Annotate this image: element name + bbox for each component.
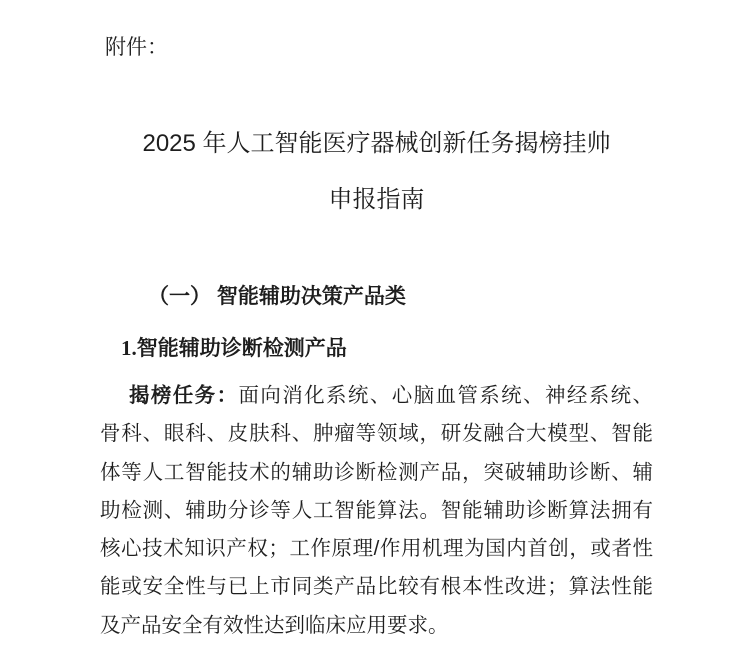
paragraph-line: 核心技术知识产权；工作原理/作用机理为国内首创，或者性 bbox=[100, 537, 653, 561]
subsection-title-text: 智能辅助诊断检测产品 bbox=[136, 337, 347, 360]
paragraph-line-text: 面向消化系统、心脑血管系统、神经系统、 bbox=[238, 384, 653, 407]
paragraph-line bbox=[100, 377, 653, 415]
paragraph-line: 骨科、眼科、皮肤科、肿瘤等领域，研发融合大模型、智能 bbox=[100, 422, 653, 446]
paragraph-line: 能或安全性与已上市同类产品比较有根本性改进；算法性能 bbox=[100, 575, 653, 599]
paragraph-line: 体等人工智能技术的辅助诊断检测产品，突破辅助诊断、辅 bbox=[100, 460, 653, 484]
document-title-line2: 申报指南 bbox=[328, 186, 425, 213]
task-paragraph bbox=[100, 377, 653, 645]
subsection-heading bbox=[121, 335, 347, 362]
document-title-line1: 2025 年人工智能医疗器械创新任务揭榜挂帅 bbox=[142, 130, 611, 157]
subsection-number: 1. bbox=[121, 336, 137, 360]
attachment-label: 附件： bbox=[105, 35, 168, 59]
section-heading: （一） 智能辅助决策产品类 bbox=[148, 285, 406, 308]
paragraph-line: 及产品安全有效性达到临床应用要求。 bbox=[100, 613, 449, 637]
paragraph-lead-label: 揭榜任务： bbox=[129, 384, 239, 407]
paragraph-line: 助检测、辅助分诊等人工智能算法。智能辅助诊断算法拥有 bbox=[100, 498, 653, 522]
